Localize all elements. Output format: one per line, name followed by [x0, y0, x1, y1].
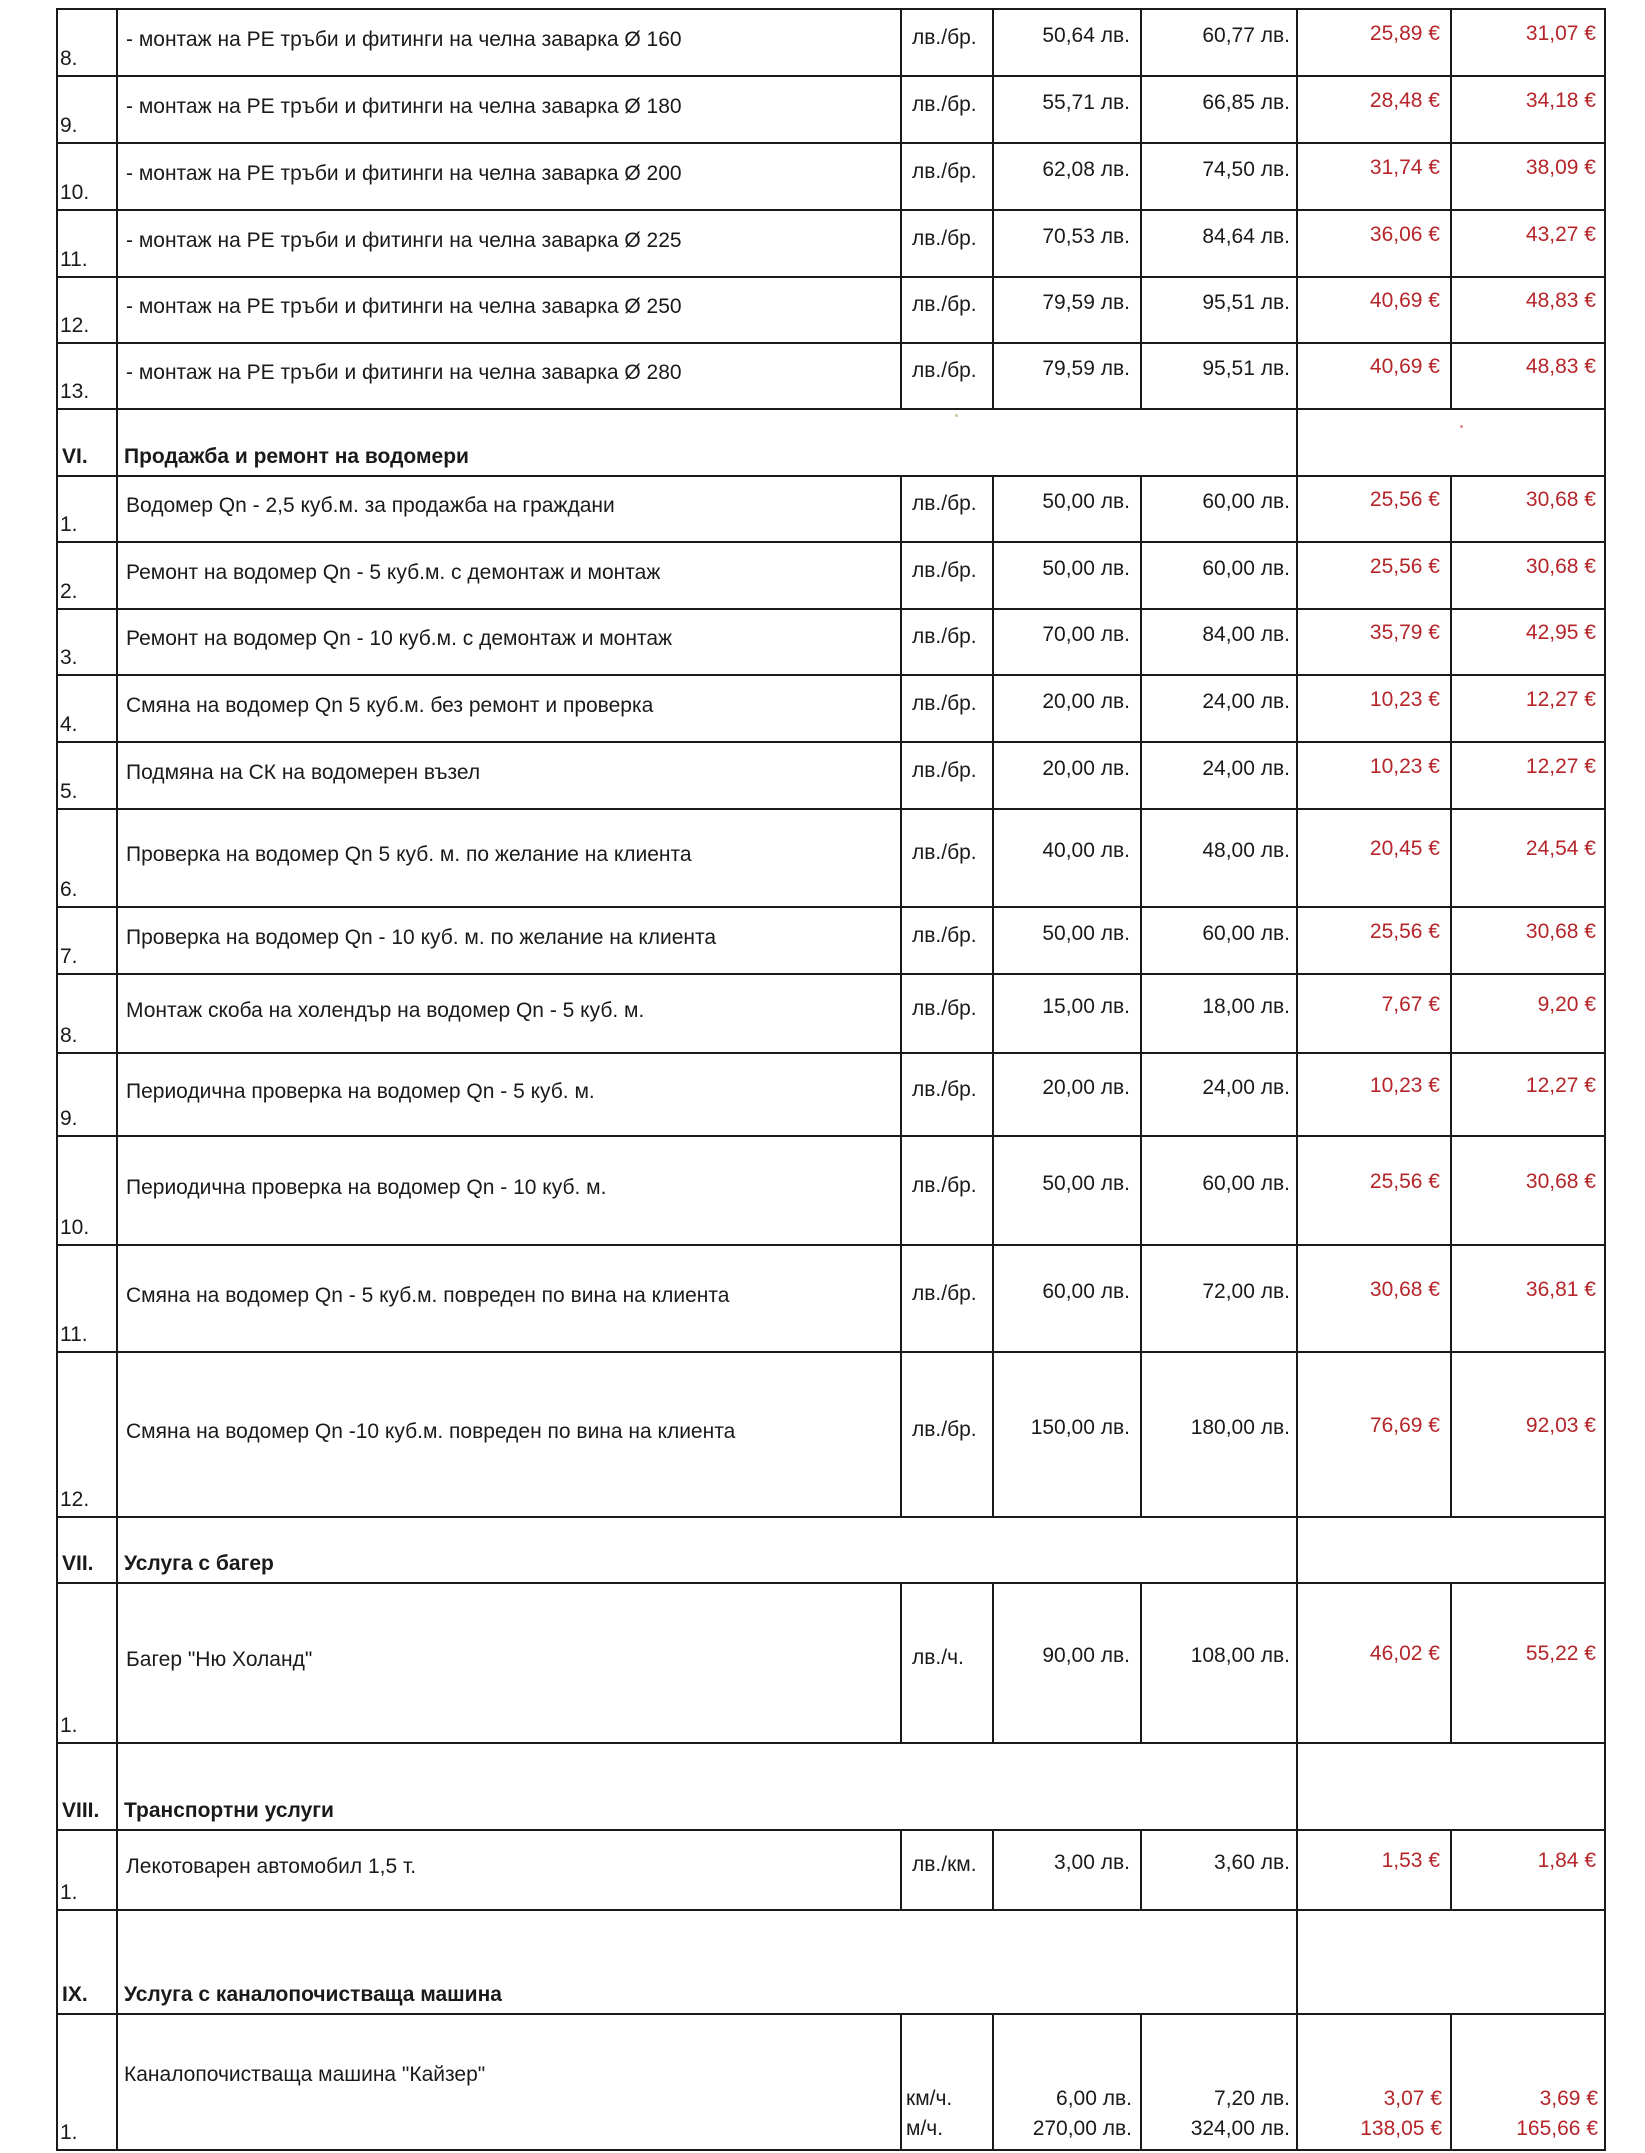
grid-line-horizontal — [56, 1351, 1606, 1353]
grid-line-horizontal — [56, 1516, 1606, 1518]
grid-line-vertical — [56, 741, 58, 808]
grid-line-vertical — [116, 906, 118, 973]
grid-line-vertical — [116, 276, 118, 342]
grid-line-vertical — [1604, 276, 1606, 342]
euro-price-cell: 10,23 € — [1369, 688, 1440, 711]
price-cell: 7,20 лв. — [1214, 2087, 1290, 2110]
euro-price-cell: 55,22 € — [1525, 1642, 1596, 1665]
price-cell: 180,00 лв. — [1190, 1416, 1290, 1439]
grid-line-vertical — [116, 1516, 118, 1582]
price-cell: 18,00 лв. — [1202, 995, 1290, 1018]
price-cell: 72,00 лв. — [1202, 1280, 1290, 1303]
grid-line-vertical — [116, 1244, 118, 1351]
grid-line-vertical — [56, 1582, 58, 1742]
row-description: Смяна на водомер Qn 5 куб.м. без ремонт и проверка — [126, 694, 654, 717]
grid-line-horizontal — [56, 608, 1606, 610]
grid-line-vertical — [56, 1052, 58, 1135]
price-cell: 60,00 лв. — [1202, 922, 1290, 945]
price-cell: 84,64 лв. — [1202, 225, 1290, 248]
price-cell: 50,00 лв. — [1042, 557, 1130, 580]
grid-line-vertical — [116, 1742, 118, 1829]
price-cell: 66,85 лв. — [1202, 91, 1290, 114]
grid-line-vertical — [56, 276, 58, 342]
price-cell: 55,71 лв. — [1042, 91, 1130, 114]
row-description: Ремонт на водомер Qn - 10 куб.м. с демонтаж и монтаж — [126, 627, 673, 650]
price-cell: 70,00 лв. — [1042, 623, 1130, 646]
euro-price-cell: 7,67 € — [1381, 993, 1440, 1016]
unit-cell: лв./бр. — [912, 1174, 977, 1197]
grid-line-horizontal — [56, 741, 1606, 743]
price-cell: 6,00 лв. — [1056, 2087, 1132, 2110]
euro-price-cell: 38,09 € — [1525, 156, 1596, 179]
grid-line-horizontal — [56, 808, 1606, 810]
grid-line-vertical — [56, 1351, 58, 1516]
euro-price-cell: 28,48 € — [1369, 89, 1440, 112]
euro-price-cell: 10,23 € — [1369, 755, 1440, 778]
grid-line-vertical — [116, 1582, 118, 1742]
grid-line-horizontal — [56, 75, 1606, 77]
grid-line-vertical — [56, 408, 58, 475]
euro-price-cell: 42,95 € — [1525, 621, 1596, 644]
grid-line-horizontal — [56, 973, 1606, 975]
grid-line-vertical — [116, 2013, 118, 2149]
price-cell: 40,00 лв. — [1042, 839, 1130, 862]
price-cell: 15,00 лв. — [1042, 995, 1130, 1018]
price-cell: 3,00 лв. — [1054, 1851, 1130, 1874]
grid-line-vertical — [1604, 674, 1606, 741]
row-description: Монтаж скоба на холендър на водомер Qn - 5 куб. м. — [126, 999, 645, 1022]
grid-line-vertical — [116, 142, 118, 209]
grid-line-vertical — [1604, 1351, 1606, 1516]
euro-price-cell: 43,27 € — [1525, 223, 1596, 246]
euro-price-cell: 48,83 € — [1525, 355, 1596, 378]
row-number: 6. — [60, 878, 78, 901]
price-cell: 24,00 лв. — [1202, 1076, 1290, 1099]
grid-line-vertical — [56, 1742, 58, 1829]
row-number: 5. — [60, 780, 78, 803]
grid-line-vertical — [56, 1909, 58, 2013]
row-description: - монтаж на РЕ тръби и фитинги на челна заварка Ø 160 — [126, 28, 682, 51]
row-number: 8. — [60, 47, 78, 70]
grid-line-vertical — [116, 973, 118, 1052]
euro-price-cell: 40,69 € — [1369, 355, 1440, 378]
row-number: 8. — [60, 1024, 78, 1047]
price-cell: 108,00 лв. — [1190, 1644, 1290, 1667]
price-cell: 24,00 лв. — [1202, 757, 1290, 780]
unit-cell: лв./бр. — [912, 160, 977, 183]
section-title: Продажба и ремонт на водомери — [124, 445, 469, 468]
grid-line-vertical — [116, 674, 118, 741]
grid-line-vertical — [1296, 1909, 1298, 2013]
row-description: Периодична проверка на водомер Qn - 10 куб. м. — [126, 1176, 607, 1199]
euro-price-cell: 165,66 € — [1516, 2117, 1598, 2140]
row-number: 1. — [60, 1714, 78, 1737]
grid-line-vertical — [1604, 1582, 1606, 1742]
grid-line-vertical — [56, 674, 58, 741]
price-cell: 70,53 лв. — [1042, 225, 1130, 248]
unit-cell: км/ч. — [906, 2087, 953, 2110]
unit-cell: лв./бр. — [912, 692, 977, 715]
grid-line-horizontal — [56, 342, 1606, 344]
euro-price-cell: 20,45 € — [1369, 837, 1440, 860]
price-cell: 74,50 лв. — [1202, 158, 1290, 181]
grid-line-vertical — [116, 541, 118, 608]
euro-price-cell: 48,83 € — [1525, 289, 1596, 312]
grid-line-vertical — [56, 142, 58, 209]
grid-line-horizontal — [56, 1829, 1606, 1831]
grid-line-vertical — [116, 608, 118, 674]
euro-price-cell: 34,18 € — [1525, 89, 1596, 112]
grid-line-vertical — [116, 1135, 118, 1244]
grid-line-vertical — [1296, 408, 1298, 475]
unit-cell: лв./бр. — [912, 93, 977, 116]
unit-cell: лв./бр. — [912, 26, 977, 49]
grid-line-horizontal — [56, 1135, 1606, 1137]
grid-line-vertical — [56, 906, 58, 973]
grid-line-horizontal — [56, 1742, 1606, 1744]
price-cell: 79,59 лв. — [1042, 357, 1130, 380]
grid-line-vertical — [56, 973, 58, 1052]
grid-line-vertical — [116, 1829, 118, 1909]
euro-price-cell: 1,53 € — [1381, 1849, 1440, 1872]
grid-line-vertical — [1604, 1244, 1606, 1351]
row-number: 1. — [60, 513, 78, 536]
row-number: 13. — [60, 380, 90, 403]
grid-line-vertical — [116, 1909, 118, 2013]
grid-line-vertical — [1604, 408, 1606, 475]
grid-line-vertical — [56, 808, 58, 906]
row-number: 11. — [60, 248, 88, 271]
section-number: IX. — [62, 1983, 88, 2006]
grid-line-vertical — [116, 475, 118, 541]
unit-cell: лв./бр. — [912, 359, 977, 382]
price-cell: 79,59 лв. — [1042, 291, 1130, 314]
price-cell: 50,00 лв. — [1042, 922, 1130, 945]
grid-line-horizontal — [56, 1909, 1606, 1911]
grid-line-vertical — [1604, 1052, 1606, 1135]
grid-line-vertical — [116, 741, 118, 808]
grid-line-vertical — [1604, 608, 1606, 674]
grid-line-vertical — [56, 475, 58, 541]
euro-price-cell: 31,07 € — [1525, 22, 1596, 45]
euro-price-cell: 12,27 € — [1525, 1074, 1596, 1097]
grid-line-vertical — [1604, 342, 1606, 408]
euro-price-cell: 25,56 € — [1369, 488, 1440, 511]
euro-price-cell: 25,56 € — [1369, 555, 1440, 578]
grid-line-vertical — [116, 209, 118, 276]
grid-line-horizontal — [56, 408, 1606, 410]
euro-price-cell: 10,23 € — [1369, 1074, 1440, 1097]
grid-line-vertical — [56, 342, 58, 408]
grid-line-vertical — [116, 75, 118, 142]
section-number: VIII. — [62, 1799, 100, 1822]
grid-line-vertical — [1604, 142, 1606, 209]
price-cell: 20,00 лв. — [1042, 757, 1130, 780]
euro-price-cell: 30,68 € — [1525, 488, 1596, 511]
unit-cell: лв./бр. — [912, 997, 977, 1020]
grid-line-horizontal — [56, 1052, 1606, 1054]
price-cell: 95,51 лв. — [1202, 291, 1290, 314]
grid-line-vertical — [56, 608, 58, 674]
section-title: Услуга с багер — [124, 1552, 274, 1575]
grid-line-horizontal — [56, 142, 1606, 144]
row-number: 12. — [60, 314, 90, 337]
row-number: 1. — [60, 2121, 78, 2144]
grid-line-vertical — [116, 8, 118, 75]
unit-cell: лв./ч. — [912, 1646, 964, 1669]
unit-cell: лв./бр. — [912, 1418, 977, 1441]
grid-line-vertical — [1604, 541, 1606, 608]
grid-line-vertical — [56, 1135, 58, 1244]
grid-line-vertical — [1604, 973, 1606, 1052]
grid-line-horizontal — [56, 1244, 1606, 1246]
euro-price-cell: 12,27 € — [1525, 755, 1596, 778]
row-description: - монтаж на РЕ тръби и фитинги на челна заварка Ø 280 — [126, 361, 682, 384]
price-cell: 20,00 лв. — [1042, 1076, 1130, 1099]
euro-price-cell: 31,74 € — [1369, 156, 1440, 179]
euro-price-cell: 36,06 € — [1369, 223, 1440, 246]
grid-line-vertical — [1296, 1742, 1298, 1829]
row-description: Каналопочистваща машина "Кайзер" — [124, 2063, 486, 2086]
row-description: - монтаж на РЕ тръби и фитинги на челна заварка Ø 180 — [126, 95, 682, 118]
price-cell: 150,00 лв. — [1030, 1416, 1130, 1439]
grid-line-horizontal — [56, 8, 1606, 10]
row-number: 4. — [60, 713, 78, 736]
price-cell: 48,00 лв. — [1202, 839, 1290, 862]
row-description: Водомер Qn - 2,5 куб.м. за продажба на граждани — [126, 494, 615, 517]
unit-cell: лв./бр. — [912, 1078, 977, 1101]
grid-line-vertical — [56, 1244, 58, 1351]
euro-price-cell: 25,89 € — [1369, 22, 1440, 45]
price-cell: 90,00 лв. — [1042, 1644, 1130, 1667]
price-cell: 20,00 лв. — [1042, 690, 1130, 713]
section-title: Услуга с каналопочистваща машина — [124, 1983, 502, 2006]
grid-line-vertical — [1604, 906, 1606, 973]
grid-line-vertical — [1604, 1516, 1606, 1582]
row-description: Подмяна на СК на водомерен възел — [126, 761, 481, 784]
row-number: 7. — [60, 945, 78, 968]
row-number: 12. — [60, 1488, 90, 1511]
unit-cell: лв./бр. — [912, 841, 977, 864]
euro-price-cell: 40,69 € — [1369, 289, 1440, 312]
unit-cell: лв./бр. — [912, 1282, 977, 1305]
price-cell: 60,77 лв. — [1202, 24, 1290, 47]
grid-line-vertical — [1604, 2013, 1606, 2149]
unit-cell: лв./бр. — [912, 559, 977, 582]
row-description: - монтаж на РЕ тръби и фитинги на челна заварка Ø 250 — [126, 295, 682, 318]
grid-line-vertical — [1296, 1516, 1298, 1582]
grid-line-vertical — [1604, 1742, 1606, 1829]
euro-price-cell: 9,20 € — [1537, 993, 1596, 1016]
row-number: 9. — [60, 114, 78, 137]
euro-price-cell: 30,68 € — [1525, 920, 1596, 943]
euro-price-cell: 46,02 € — [1369, 1642, 1440, 1665]
grid-line-vertical — [1604, 808, 1606, 906]
grid-line-vertical — [1604, 1829, 1606, 1909]
unit-cell: лв./бр. — [912, 924, 977, 947]
grid-line-vertical — [1604, 209, 1606, 276]
row-description: Багер "Ню Холанд" — [126, 1648, 313, 1671]
euro-price-cell: 30,68 € — [1525, 1170, 1596, 1193]
grid-line-horizontal — [56, 209, 1606, 211]
euro-price-cell: 25,56 € — [1369, 1170, 1440, 1193]
unit-cell: лв./бр. — [912, 227, 977, 250]
grid-line-vertical — [56, 1516, 58, 1582]
euro-price-cell: 1,84 € — [1537, 1849, 1596, 1872]
row-number: 2. — [60, 580, 78, 603]
row-description: - монтаж на РЕ тръби и фитинги на челна заварка Ø 225 — [126, 229, 682, 252]
row-description: Смяна на водомер Qn - 5 куб.м. повреден по вина на клиента — [126, 1284, 730, 1307]
euro-price-cell: 12,27 € — [1525, 688, 1596, 711]
euro-price-cell: 138,05 € — [1360, 2117, 1442, 2140]
price-cell: 95,51 лв. — [1202, 357, 1290, 380]
price-cell: 24,00 лв. — [1202, 690, 1290, 713]
price-cell: 324,00 лв. — [1190, 2117, 1290, 2140]
grid-line-vertical — [56, 541, 58, 608]
euro-price-cell: 3,07 € — [1383, 2087, 1442, 2110]
price-cell: 50,00 лв. — [1042, 490, 1130, 513]
euro-price-cell: 3,69 € — [1539, 2087, 1598, 2110]
grid-line-horizontal — [56, 475, 1606, 477]
grid-line-vertical — [116, 808, 118, 906]
unit-cell: лв./бр. — [912, 759, 977, 782]
euro-price-cell: 30,68 € — [1525, 555, 1596, 578]
grid-line-vertical — [1604, 75, 1606, 142]
grid-line-vertical — [56, 75, 58, 142]
row-description: - монтаж на РЕ тръби и фитинги на челна заварка Ø 200 — [126, 162, 682, 185]
section-number: VI. — [62, 445, 88, 468]
euro-price-cell: 76,69 € — [1369, 1414, 1440, 1437]
euro-price-cell: 30,68 € — [1369, 1278, 1440, 1301]
grid-line-horizontal — [56, 2149, 1606, 2151]
euro-price-cell: 24,54 € — [1525, 837, 1596, 860]
row-description: Лекотоварен автомобил 1,5 т. — [126, 1855, 417, 1878]
scan-speck — [955, 414, 958, 417]
price-cell: 50,64 лв. — [1042, 24, 1130, 47]
grid-line-vertical — [116, 1351, 118, 1516]
grid-line-vertical — [1604, 1135, 1606, 1244]
price-cell: 62,08 лв. — [1042, 158, 1130, 181]
scan-speck — [1460, 425, 1463, 428]
row-description: Проверка на водомер Qn - 10 куб. м. по желание на клиента — [126, 926, 717, 949]
unit-cell: лв./бр. — [912, 492, 977, 515]
euro-price-cell: 25,56 € — [1369, 920, 1440, 943]
row-number: 9. — [60, 1107, 78, 1130]
grid-line-vertical — [116, 1052, 118, 1135]
grid-line-vertical — [56, 8, 58, 75]
grid-line-horizontal — [56, 541, 1606, 543]
row-number: 10. — [60, 181, 90, 204]
grid-line-vertical — [1604, 8, 1606, 75]
unit-cell: лв./км. — [912, 1853, 977, 1876]
row-description: Проверка на водомер Qn 5 куб. м. по желание на клиента — [126, 843, 692, 866]
price-cell: 60,00 лв. — [1202, 490, 1290, 513]
price-cell: 60,00 лв. — [1202, 1172, 1290, 1195]
euro-price-cell: 35,79 € — [1369, 621, 1440, 644]
price-cell: 3,60 лв. — [1214, 1851, 1290, 1874]
grid-line-vertical — [56, 209, 58, 276]
grid-line-vertical — [116, 408, 118, 475]
grid-line-vertical — [1604, 1909, 1606, 2013]
grid-line-horizontal — [56, 276, 1606, 278]
price-cell: 84,00 лв. — [1202, 623, 1290, 646]
grid-line-horizontal — [56, 1582, 1606, 1584]
grid-line-vertical — [56, 2013, 58, 2149]
grid-line-vertical — [56, 1829, 58, 1909]
grid-line-vertical — [1604, 475, 1606, 541]
grid-line-horizontal — [56, 674, 1606, 676]
row-number: 11. — [60, 1323, 88, 1346]
grid-line-vertical — [116, 342, 118, 408]
grid-line-vertical — [1604, 741, 1606, 808]
row-number: 1. — [60, 1881, 78, 1904]
euro-price-cell: 36,81 € — [1525, 1278, 1596, 1301]
row-description: Смяна на водомер Qn -10 куб.м. повреден по вина на клиента — [126, 1420, 736, 1443]
section-title: Транспортни услуги — [124, 1799, 334, 1822]
euro-price-cell: 92,03 € — [1525, 1414, 1596, 1437]
price-cell: 50,00 лв. — [1042, 1172, 1130, 1195]
grid-line-horizontal — [56, 906, 1606, 908]
grid-line-horizontal — [56, 2013, 1606, 2015]
unit-cell: м/ч. — [906, 2117, 944, 2140]
row-number: 10. — [60, 1216, 90, 1239]
unit-cell: лв./бр. — [912, 625, 977, 648]
price-cell: 60,00 лв. — [1042, 1280, 1130, 1303]
price-cell: 270,00 лв. — [1032, 2117, 1132, 2140]
row-description: Периодична проверка на водомер Qn - 5 куб. м. — [126, 1080, 595, 1103]
price-cell: 60,00 лв. — [1202, 557, 1290, 580]
row-description: Ремонт на водомер Qn - 5 куб.м. с демонтаж и монтаж — [126, 561, 661, 584]
row-number: 3. — [60, 646, 78, 669]
unit-cell: лв./бр. — [912, 293, 977, 316]
section-number: VII. — [62, 1552, 94, 1575]
